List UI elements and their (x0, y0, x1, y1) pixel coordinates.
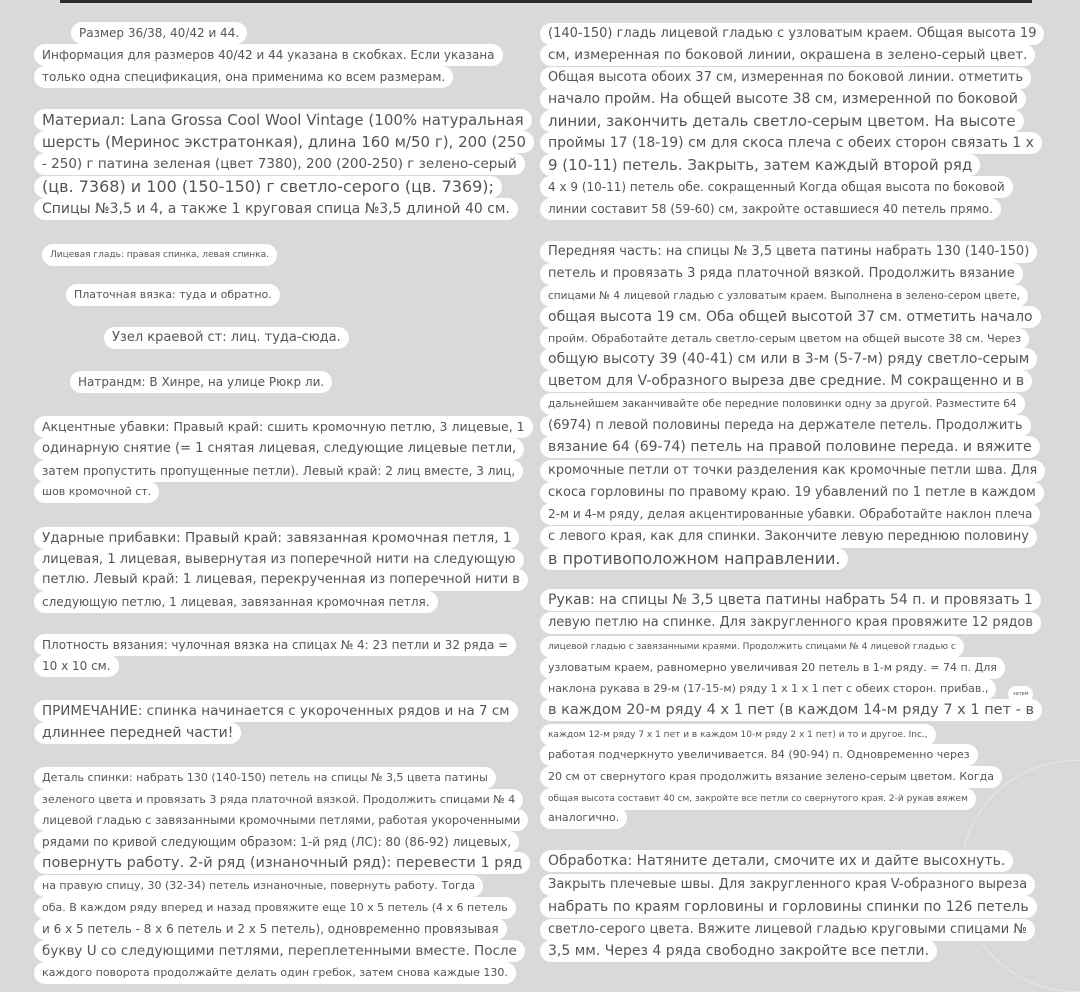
sleeve-line: лицевой гладью с завязанными краями. Продолжить спицами № 4 лицевой гладью с (540, 636, 964, 658)
front-line: скоса горловины по правому краю. 19 убавлений по 1 петле в каждом (540, 482, 1044, 504)
finishing-line: светло-серого цвета. Вяжите лицевой гладью круговыми спицами № (540, 919, 1035, 941)
front-line: спицами № 4 лицевой гладью с узловатым краем. Выполнена в зелено-сером цвете, (540, 285, 1028, 307)
front-line: общую высоту 39 (40-41) см или в 3-м (5-7-м) ряду светло-серым (540, 348, 1037, 370)
sleeve-line: Рукав: на спицы № 3,5 цвета патины набрать 54 п. и провязать 1 (540, 589, 1041, 611)
sleeve-line: работая подчеркнуто увеличивается. 84 (90-94) п. Одновременно через (540, 744, 978, 766)
decreases-line: шов кромочной ст. (34, 481, 159, 503)
back-line: зеленого цвета и провязать 3 ряда платочной вязкой. Продолжить спицами № 4 (34, 789, 523, 811)
gauge-line: 10 x 10 см. (34, 655, 119, 677)
back-line: лицевой гладью с завязанными кромочными петлями, работая укороченными (34, 809, 528, 831)
info-line: только одна спецификация, она применима ко всем размерам. (34, 66, 453, 88)
back-line: рядами по кривой следующим образом: 1-й ряд (ЛС): 80 (86-92) лицевых, (34, 831, 519, 853)
back-line: повернуть работу. 2-й ряд (изнаночный ряд): перевести 1 ряд (34, 852, 530, 874)
back-line: на правую спицу, 30 (32-34) петель изнаночные, повернуть работу. Тогда (34, 875, 483, 897)
finishing-line: набрать по краям горловины и горловины спинки по 126 петель (540, 896, 1037, 918)
stockinette-text: Лицевая гладь: правая спинка, левая спинка. (42, 244, 277, 266)
increases-line: следующую петлю, 1 лицевая, завязанная кромочная петля. (34, 591, 438, 613)
front-line: петель и провязать 3 ряда платочной вязкой. Продолжить вязание (540, 263, 1023, 285)
back-line: оба. В каждом ряду вперед и назад провяжите еще 10 x 5 петель (4 x 6 петель (34, 897, 516, 919)
size-text: Размер 36/38, 40/42 и 44. (71, 22, 247, 44)
front-line: с левого края, как для спинки. Закончите левую переднюю половину (540, 526, 1037, 548)
material-line: шерсть (Меринос экстратонкая), длина 160 м/50 г), 200 (250 (34, 131, 534, 153)
back-line: букву U со следующими петлями, переплетенными вместе. После (34, 940, 525, 962)
material-line: (цв. 7368) и 100 (150-150) г светло-серого (цв. 7369); (34, 176, 502, 198)
sleeve-line: общая высота составит 40 см, закройте все петли со свернутого края. 2-й рукав вяжем (540, 788, 976, 810)
front-line: кромочные петли от точки разделения как кромочные петли шва. Для (540, 460, 1045, 482)
back-cont-line: 4 x 9 (10-11) петель обе. сокращенный Когда общая высота по боковой (540, 176, 1013, 198)
back-cont-line: линии составит 58 (59-60) см, закройте оставшиеся 40 петель прямо. (540, 198, 1001, 220)
back-cont-line: линии, закончить деталь светло-серым цветом. На высоте (540, 110, 1024, 132)
front-line: пройм. Обработайте деталь светло-серым цветом на общей высоте 38 см. Через (540, 328, 1029, 350)
material-line: Материал: Lana Grossa Cool Wool Vintage (100% натуральная (34, 109, 532, 131)
sleeve-line: левую петлю на спинке. Для закругленного края провяжите 12 рядов (540, 612, 1041, 634)
sleeve-line: наклона рукава в 29-м (17-15-м) ряду 1 x 1 x 1 пет с обеих сторон. прибав., (540, 678, 996, 700)
front-line: Передняя часть: на спицы № 3,5 цвета патины набрать 130 (140-150) (540, 241, 1037, 263)
front-line: вязание 64 (69-74) петель на правой половине переда. и вяжите (540, 436, 1040, 458)
front-line: общая высота 19 см. Оба общей высотой 37 см. отметить начало (540, 306, 1041, 328)
info-line: Информация для размеров 40/42 и 44 указана в скобках. Если указана (34, 44, 503, 66)
finishing-line: Обработка: Натяните детали, смочите их и дайте высохнуть. (540, 850, 1013, 872)
edge-knot-text: Узел краевой ст: лиц. туда-сюда. (104, 327, 349, 349)
back-line: и 6 x 5 петель - 8 x 6 петель и 2 x 5 петель), одновременно провязывая (34, 918, 507, 940)
material-line: Спицы №3,5 и 4, а также 1 круговая спица №3,5 длиной 40 см. (34, 198, 518, 220)
note-line: длиннее передней части! (34, 722, 241, 744)
back-cont-line: Общая высота обоих 37 см, измеренная по боковой линии. отметить (540, 67, 1031, 89)
sleeve-line: узловатым краем, равномерно увеличивая 20 петель в 1-м ряду. = 74 п. Для (540, 657, 1005, 679)
increases-line: лицевая, 1 лицевая, вывернутая из поперечной нити на следующую (34, 549, 524, 571)
back-line: Деталь спинки: набрать 130 (140-150) петель на спицы № 3,5 цвета патины (34, 767, 496, 789)
sleeve-line: каждом 12-м ряду 7 x 1 пет и в каждом 10-м ряду 2 x 1 пет) и то и другое. Inc., (540, 724, 936, 746)
front-line: дальнейшем заканчивайте обе передние половинки одну за другой. Разместите 64 (540, 393, 1025, 415)
decreases-line: одинарную снятие (= 1 снятая лицевая, следующие лицевые петли, (34, 438, 524, 460)
increases-line: петлю. Левый край: 1 лицевая, перекрученная из поперечной нити в (34, 569, 528, 591)
natrandm-text: Натрандм: В Хинре, на улице Рюкр ли. (70, 371, 332, 393)
sleeve-line: аналогично. (540, 807, 627, 829)
note-line: ПРИМЕЧАНИЕ: спинка начинается с укороченных рядов и на 7 см (34, 700, 518, 722)
gauge-line: Плотность вязания: чулочная вязка на спицах № 4: 23 петли и 32 ряда = (34, 634, 516, 656)
front-line: 2-м и 4-м ряду, делая акцентированные убавки. Обработайте наклон плеча (540, 503, 1040, 525)
sleeve-tag: затем (1008, 686, 1033, 702)
front-line: (6974) п левой половины переда на держателе петель. Продолжить (540, 415, 1031, 437)
sleeve-line: в каждом 20-м ряду 4 x 1 пет (в каждом 14-м ряду 7 x 1 пет - в (540, 699, 1042, 721)
sleeve-line: 20 см от свернутого края продолжить вязание зелено-серым цветом. Когда (540, 766, 1002, 788)
back-cont-line: (140-150) гладь лицевой гладью с узловатым краем. Общая высота 19 (540, 23, 1044, 45)
front-line: цветом для V-образного выреза две средние. М сокращенно и в (540, 370, 1032, 392)
front-line: в противоположном направлении. (540, 548, 848, 570)
back-cont-line: начало пройм. На общей высоте 38 см, измеренной по боковой (540, 88, 1026, 110)
back-cont-line: см, измеренная по боковой линии, окрашена в зелено-серый цвет. (540, 44, 1035, 66)
garter-text: Платочная вязка: туда и обратно. (66, 284, 280, 306)
decreases-line: Акцентные убавки: Правый край: сшить кромочную петлю, 3 лицевые, 1 (34, 416, 533, 438)
decreases-line: затем пропустить пропущенные петли). Левый край: 2 лиц вместе, 3 лиц, (34, 460, 523, 482)
back-cont-line: 9 (10-11) петель. Закрыть, затем каждый второй ряд (540, 154, 980, 176)
finishing-line: 3,5 мм. Через 4 ряда свободно закройте все петли. (540, 940, 937, 962)
top-bar (60, 0, 1032, 3)
back-line: каждого поворота продолжайте делать один гребок, затем снова каждые 130. (34, 962, 516, 984)
material-line: - 250) г патина зеленая (цвет 7380), 200 (200-250) г зелено-серый (34, 153, 525, 175)
increases-line: Ударные прибавки: Правый край: завязанная кромочная петля, 1 (34, 527, 519, 549)
back-cont-line: проймы 17 (18-19) см для скоса плеча с обеих сторон связать 1 x (540, 132, 1042, 154)
finishing-line: Закрыть плечевые швы. Для закругленного края V-образного выреза (540, 874, 1035, 896)
